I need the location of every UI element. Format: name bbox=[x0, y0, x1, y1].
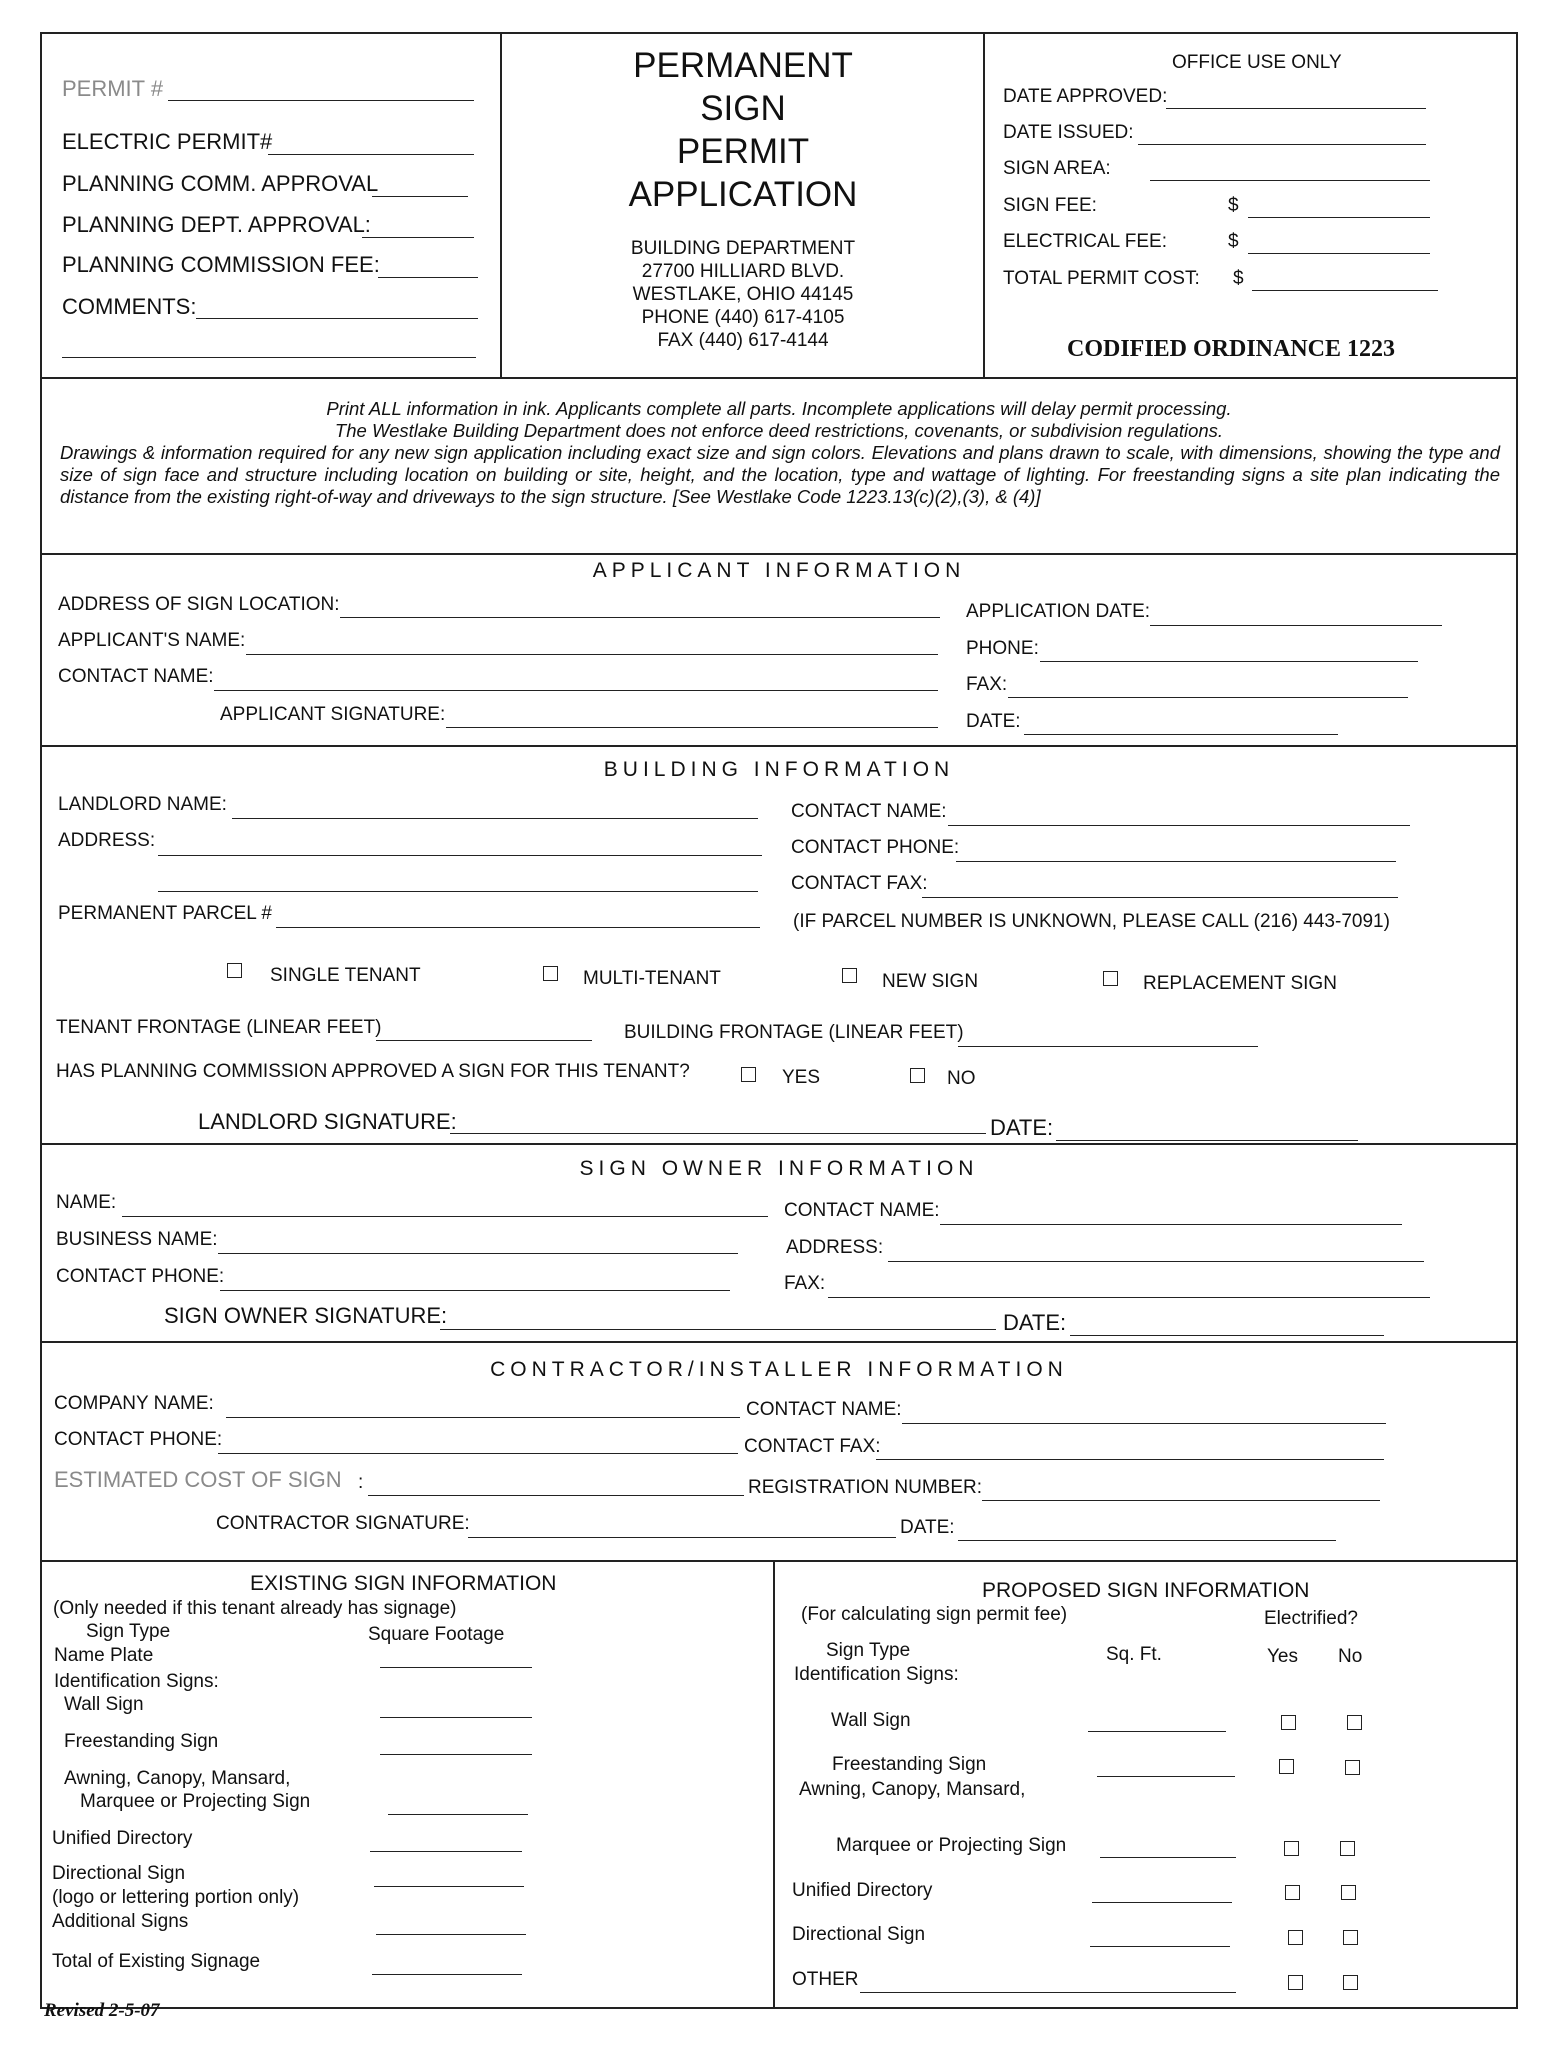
new-sign-label: NEW SIGN bbox=[882, 971, 979, 992]
multi-tenant-checkbox[interactable] bbox=[543, 966, 558, 981]
sign-fee-label: SIGN FEE: bbox=[1003, 195, 1097, 216]
comments-field[interactable] bbox=[196, 318, 478, 319]
landlord-signature-field[interactable] bbox=[450, 1133, 986, 1134]
marquee-label: Marquee or Projecting Sign bbox=[836, 1835, 1067, 1856]
instructions-paragraph: Drawings & information required for any new sign application including exact size and sign colors. Elevations and plans drawn to scale, with dimensions, showing the type and size of sign face and structure including location on building or site, height, and the location, type and wattage of lighting. For freestanding signs a site plan indicating the distance from the existing right-of-way and driveways to the sign structure. [See Westlake Code 1223.13(c)(2),(3), & (4)] bbox=[60, 442, 1500, 507]
divider bbox=[500, 32, 502, 377]
instructions-line: Print ALL information in ink. Applicants complete all parts. Incomplete applications will delay permit processing. bbox=[326, 398, 1232, 419]
estimated-cost-field[interactable] bbox=[368, 1495, 744, 1496]
planning-comm-approval-label: PLANNING COMM. APPROVAL bbox=[62, 171, 379, 196]
unified-directory-sqft-field[interactable] bbox=[370, 1851, 522, 1852]
contact-fax-label: CONTACT FAX: bbox=[791, 873, 928, 894]
electrified-header: Electrified? bbox=[1264, 1608, 1358, 1629]
planning-dept-approval-field[interactable] bbox=[362, 237, 474, 238]
new-sign-checkbox[interactable] bbox=[842, 968, 857, 983]
divider bbox=[40, 1560, 1518, 1562]
dollar-sign: $ bbox=[1228, 195, 1239, 216]
registration-number-field[interactable] bbox=[982, 1500, 1380, 1501]
identification-signs-label: Identification Signs: bbox=[794, 1664, 959, 1685]
application-date-field[interactable] bbox=[1150, 625, 1442, 626]
directional-note: (logo or lettering portion only) bbox=[52, 1887, 300, 1908]
name-plate-sqft-field[interactable] bbox=[380, 1667, 532, 1668]
freestanding-sign-sqft-field[interactable] bbox=[1097, 1776, 1235, 1777]
fax-field[interactable] bbox=[828, 1297, 1430, 1298]
directional-sign-label: Directional Sign bbox=[792, 1924, 926, 1945]
contact-fax-field[interactable] bbox=[876, 1459, 1384, 1460]
unified-directory-label: Unified Directory bbox=[52, 1828, 193, 1849]
total-existing-label: Total of Existing Signage bbox=[52, 1951, 261, 1972]
date-label: DATE: bbox=[966, 711, 1021, 732]
date-issued-field[interactable] bbox=[1138, 144, 1426, 145]
address-field[interactable] bbox=[888, 1261, 1424, 1262]
sign-type-header: Sign Type bbox=[86, 1621, 171, 1642]
planning-comm-approval-field[interactable] bbox=[372, 196, 468, 197]
awning-sqft-field[interactable] bbox=[388, 1814, 528, 1815]
department-line: BUILDING DEPARTMENT bbox=[630, 238, 856, 259]
date-field[interactable] bbox=[1070, 1335, 1384, 1336]
contact-phone-field[interactable] bbox=[956, 861, 1396, 862]
additional-signs-label: Additional Signs bbox=[52, 1911, 189, 1932]
office-use-heading: OFFICE USE ONLY bbox=[1172, 52, 1342, 73]
sign-fee-field[interactable] bbox=[1248, 217, 1430, 218]
comments-label: COMMENTS: bbox=[62, 294, 197, 319]
contact-name-field[interactable] bbox=[940, 1224, 1402, 1225]
divider bbox=[983, 32, 985, 377]
date-label: DATE: bbox=[1003, 1310, 1067, 1335]
marquee-no-checkbox[interactable] bbox=[1340, 1841, 1355, 1856]
freestanding-sign-sqft-field[interactable] bbox=[380, 1754, 532, 1755]
department-line: FAX (440) 617-4144 bbox=[657, 330, 829, 351]
parcel-note: (IF PARCEL NUMBER IS UNKNOWN, PLEASE CALL (216) 443-7091) bbox=[793, 911, 1390, 932]
business-name-field[interactable] bbox=[218, 1253, 738, 1254]
divider bbox=[40, 745, 1518, 747]
comments-field-line-2[interactable] bbox=[62, 357, 476, 358]
contact-name-field[interactable] bbox=[214, 690, 938, 691]
other-no-checkbox[interactable] bbox=[1343, 1975, 1358, 1990]
sign-area-field[interactable] bbox=[1150, 180, 1430, 181]
electric-permit-field[interactable] bbox=[268, 154, 474, 155]
contact-phone-field[interactable] bbox=[218, 1453, 738, 1454]
other-yes-checkbox[interactable] bbox=[1288, 1975, 1303, 1990]
freestanding-sign-yes-checkbox[interactable] bbox=[1279, 1759, 1294, 1774]
unified-directory-label: Unified Directory bbox=[792, 1880, 933, 1901]
wall-sign-label: Wall Sign bbox=[831, 1710, 911, 1731]
wall-sign-yes-checkbox[interactable] bbox=[1281, 1715, 1296, 1730]
electric-permit-label: ELECTRIC PERMIT# bbox=[62, 129, 273, 154]
yes-header: Yes bbox=[1267, 1646, 1298, 1667]
divider bbox=[40, 553, 1518, 555]
section-title: PROPOSED SIGN INFORMATION bbox=[982, 1579, 1310, 1602]
instructions-line: The Westlake Building Department does not enforce deed restrictions, covenants, or subdivision regulations. bbox=[334, 420, 1224, 441]
form-title-line: APPLICATION bbox=[628, 175, 858, 214]
contact-name-label: CONTACT NAME: bbox=[58, 666, 214, 687]
estimated-cost-label: ESTIMATED COST OF SIGN bbox=[54, 1467, 342, 1492]
contact-phone-label: CONTACT PHONE: bbox=[54, 1429, 223, 1450]
contact-name-label: CONTACT NAME: bbox=[791, 801, 947, 822]
wall-sign-sqft-field[interactable] bbox=[1088, 1731, 1226, 1732]
form-title-line: PERMIT bbox=[676, 132, 810, 171]
name-plate-label: Name Plate bbox=[54, 1645, 154, 1666]
business-name-label: BUSINESS NAME: bbox=[56, 1229, 218, 1250]
total-existing-sqft-field[interactable] bbox=[372, 1974, 522, 1975]
directional-sign-sqft-field[interactable] bbox=[374, 1886, 524, 1887]
date-approved-label: DATE APPROVED: bbox=[1003, 86, 1168, 107]
wall-sign-sqft-field[interactable] bbox=[380, 1717, 532, 1718]
company-name-field[interactable] bbox=[226, 1417, 740, 1418]
unified-directory-no-checkbox[interactable] bbox=[1341, 1885, 1356, 1900]
date-issued-label: DATE ISSUED: bbox=[1003, 122, 1134, 143]
sign-location-field[interactable] bbox=[340, 617, 940, 618]
fax-label: FAX: bbox=[784, 1273, 826, 1294]
company-name-label: COMPANY NAME: bbox=[54, 1393, 214, 1414]
contact-phone-label: CONTACT PHONE: bbox=[56, 1266, 225, 1287]
dollar-sign: $ bbox=[1233, 268, 1244, 289]
department-line: 27700 HILLIARD BLVD. bbox=[641, 261, 845, 282]
divider bbox=[40, 1143, 1518, 1145]
directional-sign-label: Directional Sign bbox=[52, 1863, 186, 1884]
marquee-sqft-field[interactable] bbox=[1100, 1857, 1236, 1858]
tenant-frontage-label: TENANT FRONTAGE (LINEAR FEET) bbox=[56, 1017, 382, 1038]
date-field[interactable] bbox=[1024, 734, 1338, 735]
total-permit-cost-field[interactable] bbox=[1252, 290, 1438, 291]
date-field[interactable] bbox=[1056, 1140, 1358, 1141]
tenant-frontage-field[interactable] bbox=[376, 1040, 592, 1041]
freestanding-sign-no-checkbox[interactable] bbox=[1345, 1760, 1360, 1775]
parcel-label: PERMANENT PARCEL # bbox=[58, 903, 272, 924]
contact-fax-label: CONTACT FAX: bbox=[744, 1436, 881, 1457]
application-date-label: APPLICATION DATE: bbox=[966, 601, 1151, 622]
single-tenant-label: SINGLE TENANT bbox=[270, 965, 421, 986]
sqft-header: Sq. Ft. bbox=[1106, 1644, 1162, 1665]
building-frontage-field[interactable] bbox=[958, 1046, 1258, 1047]
codified-ordinance: CODIFIED ORDINANCE 1223 bbox=[1067, 336, 1396, 362]
applicant-name-label: APPLICANT'S NAME: bbox=[58, 630, 246, 651]
section-title: SIGN OWNER INFORMATION bbox=[579, 1157, 979, 1180]
section-title: EXISTING SIGN INFORMATION bbox=[250, 1572, 557, 1595]
sign-area-label: SIGN AREA: bbox=[1003, 158, 1111, 179]
address-field[interactable] bbox=[158, 855, 762, 856]
fax-label: FAX: bbox=[966, 674, 1008, 695]
replacement-sign-checkbox[interactable] bbox=[1103, 971, 1118, 986]
form-title-line: SIGN bbox=[700, 89, 786, 128]
electrical-fee-label: ELECTRICAL FEE: bbox=[1003, 231, 1168, 252]
section-title: CONTRACTOR/INSTALLER INFORMATION bbox=[490, 1358, 1068, 1381]
directional-sign-sqft-field[interactable] bbox=[1090, 1946, 1230, 1947]
parcel-field[interactable] bbox=[276, 927, 760, 928]
multi-tenant-label: MULTI-TENANT bbox=[583, 968, 721, 989]
department-address bbox=[503, 237, 983, 352]
marquee-label: Marquee or Projecting Sign bbox=[80, 1791, 311, 1812]
planning-dept-approval-label: PLANNING DEPT. APPROVAL: bbox=[62, 212, 371, 237]
planning-commission-fee-field[interactable] bbox=[378, 277, 478, 278]
wall-sign-label: Wall Sign bbox=[64, 1694, 144, 1715]
divider bbox=[40, 1341, 1518, 1343]
date-label: DATE: bbox=[900, 1517, 955, 1538]
existing-subtitle: (Only needed if this tenant already has signage) bbox=[53, 1598, 457, 1619]
contact-name-field[interactable] bbox=[948, 825, 1410, 826]
landlord-signature-label: LANDLORD SIGNATURE: bbox=[198, 1109, 457, 1134]
contact-name-field[interactable] bbox=[902, 1423, 1386, 1424]
electrical-fee-field[interactable] bbox=[1248, 253, 1430, 254]
applicant-signature-field[interactable] bbox=[446, 727, 938, 728]
replacement-sign-label: REPLACEMENT SIGN bbox=[1143, 973, 1337, 994]
contact-fax-field[interactable] bbox=[922, 897, 1398, 898]
phone-field[interactable] bbox=[1040, 661, 1418, 662]
square-footage-header: Square Footage bbox=[368, 1624, 505, 1645]
no-header: No bbox=[1338, 1646, 1363, 1667]
landlord-name-field[interactable] bbox=[232, 818, 758, 819]
sign-owner-signature-label: SIGN OWNER SIGNATURE: bbox=[164, 1303, 448, 1328]
contact-phone-label: CONTACT PHONE: bbox=[791, 837, 960, 858]
contractor-signature-field[interactable] bbox=[468, 1537, 896, 1538]
single-tenant-checkbox[interactable] bbox=[227, 963, 242, 978]
marquee-yes-checkbox[interactable] bbox=[1284, 1841, 1299, 1856]
contact-name-label: CONTACT NAME: bbox=[746, 1399, 902, 1420]
additional-signs-sqft-field[interactable] bbox=[376, 1934, 526, 1935]
other-label: OTHER bbox=[792, 1969, 859, 1990]
landlord-name-label: LANDLORD NAME: bbox=[58, 794, 227, 815]
sign-type-header: Sign Type bbox=[826, 1640, 911, 1661]
unified-directory-yes-checkbox[interactable] bbox=[1285, 1885, 1300, 1900]
applicant-name-field[interactable] bbox=[246, 654, 938, 655]
sign-owner-signature-field[interactable] bbox=[440, 1329, 996, 1330]
divider bbox=[40, 377, 1518, 379]
revision-date: Revised 2-5-07 bbox=[44, 2000, 160, 2021]
permit-number-label: PERMIT # bbox=[62, 76, 164, 101]
contact-phone-field[interactable] bbox=[220, 1290, 730, 1291]
unified-directory-sqft-field[interactable] bbox=[1092, 1902, 1232, 1903]
no-checkbox[interactable] bbox=[910, 1068, 925, 1083]
name-label: NAME: bbox=[56, 1192, 117, 1213]
permit-number-field[interactable] bbox=[168, 100, 474, 101]
directional-sign-no-checkbox[interactable] bbox=[1343, 1930, 1358, 1945]
proposed-subtitle: (For calculating sign permit fee) bbox=[801, 1604, 1068, 1625]
total-permit-cost-label: TOTAL PERMIT COST: bbox=[1003, 268, 1200, 289]
awning-label: Awning, Canopy, Mansard, bbox=[64, 1768, 291, 1789]
planning-commission-fee-label: PLANNING COMMISSION FEE: bbox=[62, 252, 380, 277]
wall-sign-no-checkbox[interactable] bbox=[1347, 1715, 1362, 1730]
yes-checkbox[interactable] bbox=[741, 1067, 756, 1082]
address-label: ADDRESS: bbox=[786, 1237, 884, 1258]
department-line: WESTLAKE, OHIO 44145 bbox=[632, 284, 854, 305]
no-label: NO bbox=[947, 1068, 976, 1089]
awning-label: Awning, Canopy, Mansard, bbox=[799, 1779, 1026, 1800]
date-approved-field[interactable] bbox=[1166, 108, 1426, 109]
address-field-line-2[interactable] bbox=[158, 891, 758, 892]
form-title-line: PERMANENT bbox=[633, 46, 853, 85]
planning-commission-question: HAS PLANNING COMMISSION APPROVED A SIGN FOR THIS TENANT? bbox=[56, 1061, 690, 1082]
date-label: DATE: bbox=[990, 1115, 1054, 1140]
yes-label: YES bbox=[782, 1067, 821, 1088]
section-title: APPLICANT INFORMATION bbox=[592, 559, 966, 582]
date-field[interactable] bbox=[958, 1540, 1336, 1541]
contractor-signature-label: CONTRACTOR SIGNATURE: bbox=[216, 1513, 470, 1534]
freestanding-sign-label: Freestanding Sign bbox=[64, 1731, 219, 1752]
address-label: ADDRESS: bbox=[58, 830, 156, 851]
building-frontage-label: BUILDING FRONTAGE (LINEAR FEET) bbox=[624, 1022, 964, 1043]
identification-signs-label: Identification Signs: bbox=[54, 1671, 219, 1692]
section-title: BUILDING INFORMATION bbox=[603, 758, 955, 781]
freestanding-sign-label: Freestanding Sign bbox=[832, 1754, 987, 1775]
divider bbox=[773, 1560, 775, 2009]
name-field[interactable] bbox=[122, 1216, 768, 1217]
department-line: PHONE (440) 617-4105 bbox=[641, 307, 845, 328]
other-field[interactable] bbox=[860, 1992, 1236, 1993]
directional-sign-yes-checkbox[interactable] bbox=[1288, 1930, 1303, 1945]
sign-location-label: ADDRESS OF SIGN LOCATION: bbox=[58, 594, 340, 615]
fax-field[interactable] bbox=[1008, 697, 1408, 698]
applicant-signature-label: APPLICANT SIGNATURE: bbox=[220, 704, 446, 725]
form-title bbox=[503, 44, 983, 216]
dollar-sign: $ bbox=[1228, 231, 1239, 252]
contact-name-label: CONTACT NAME: bbox=[784, 1200, 940, 1221]
phone-label: PHONE: bbox=[966, 638, 1039, 659]
colon: : bbox=[358, 1472, 364, 1493]
registration-number-label: REGISTRATION NUMBER: bbox=[748, 1477, 982, 1498]
